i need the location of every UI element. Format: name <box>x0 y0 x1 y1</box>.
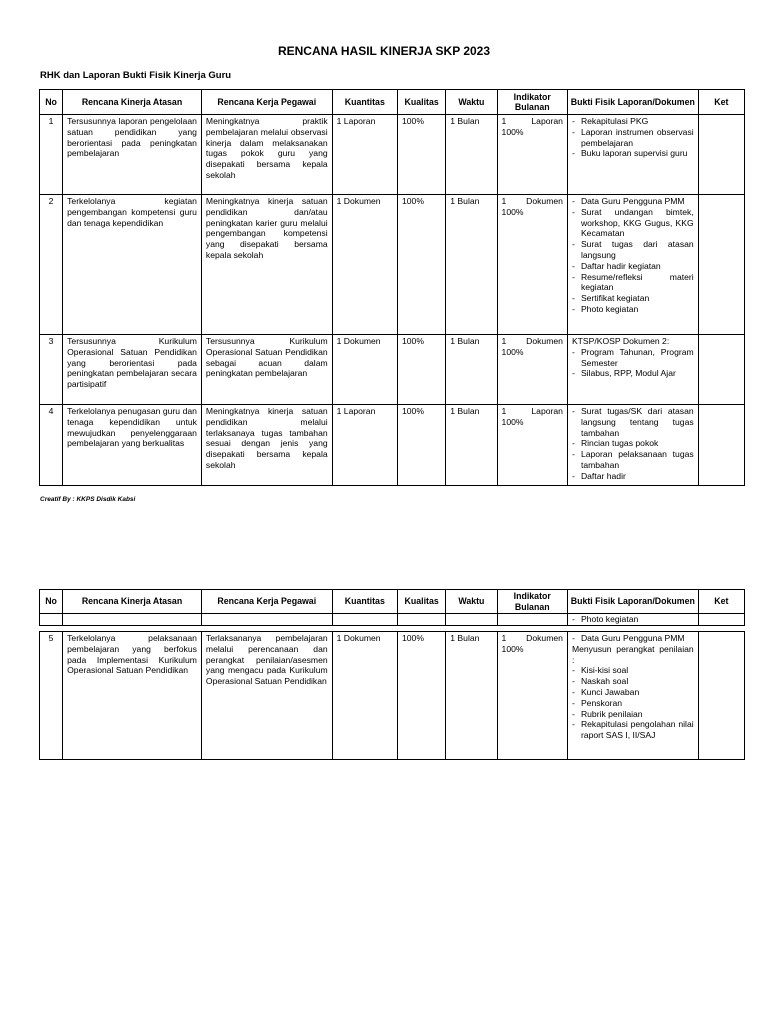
bukti-item: - Penskoran <box>572 698 694 709</box>
bukti-intro: KTSP/KOSP Dokumen 2: <box>571 336 670 346</box>
cell-atasan: Terkelolanya kegiatan pengembangan kompetensi guru dan tenaga kependidikan <box>63 195 202 335</box>
cell-kuantitas <box>332 614 397 626</box>
header-kuantitas: Kuantitas <box>332 590 397 614</box>
bukti-item: - Silabus, RPP, Modul Ajar <box>572 368 694 379</box>
cell-kualitas <box>398 614 446 626</box>
bukti-item: - Program Tahunan, Program Semester <box>572 347 694 369</box>
cell-atasan: Tersusunnya laporan pengelolaan satuan pendidikan yang berorientasi pada peningkatan pembelajaran <box>63 115 202 195</box>
bukti-item: - Rubrik penilaian <box>572 709 694 720</box>
bukti-item: - Data Guru Pengguna PMM <box>572 633 694 644</box>
table-row <box>40 405 745 486</box>
cell-bukti <box>567 405 698 486</box>
cell-waktu: 1 Bulan <box>446 115 497 195</box>
header-waktu: Waktu <box>446 590 497 614</box>
cell-atasan: Terkelolanya penugasan guru dan tenaga kependidikan untuk mewujudkan penyelenggaraan pembelajaran yang berkualitas <box>63 405 202 486</box>
document-title: RENCANA HASIL KINERJA SKP 2023 <box>277 44 491 58</box>
bukti-item: - Rekapitulasi pengolahan nilai raport SAS I, II/SAJ <box>572 719 694 741</box>
cell-no: 3 <box>40 335 63 405</box>
header-kualitas: Kualitas <box>398 590 446 614</box>
bukti-item: - Surat tugas dari atasan langsung <box>572 239 694 261</box>
cell-kualitas: 100% <box>398 195 446 335</box>
cell-kualitas: 100% <box>398 632 446 760</box>
bukti-item: - Naskah soal <box>572 676 694 687</box>
cell-kuantitas: 1 Laporan <box>332 405 397 486</box>
cell-ket <box>698 614 744 626</box>
bukti-item: - Surat tugas/SK dari atasan langsung tentang tugas tambahan <box>572 406 694 438</box>
bukti-item: - Daftar hadir kegiatan <box>572 261 694 272</box>
cell-pegawai <box>201 614 332 626</box>
cell-bukti <box>567 335 698 405</box>
bukti-item: - Surat undangan bimtek, workshop, KKG Gugus, KKG Kecamatan <box>572 207 694 239</box>
table-row <box>40 195 745 335</box>
cell-ket <box>698 335 744 405</box>
cell-indikator: 1 Dokumen 100% <box>497 632 567 760</box>
bukti-item: - Kisi-kisi soal <box>572 665 694 676</box>
header-indikator-bulanan: Indikator Bulanan <box>497 90 567 115</box>
bukti-list <box>572 406 694 482</box>
bukti-item: - Rincian tugas pokok <box>572 438 694 449</box>
bukti-item: - Daftar hadir <box>572 471 694 482</box>
header-rencana-kinerja-atasan: Rencana Kinerja Atasan <box>63 90 202 115</box>
bukti-item: - Rekapitulasi PKG <box>572 116 694 127</box>
cell-kualitas: 100% <box>398 115 446 195</box>
cell-indikator: 1 Dokumen 100% <box>497 335 567 405</box>
cell-atasan: Terkelolanya pelaksanaan pembelajaran yang berfokus pada Implementasi Kurikulum Operasional Satuan Pendidikan <box>63 632 202 760</box>
bukti-list <box>572 116 694 159</box>
bukti-item: - Photo kegiatan <box>572 614 694 625</box>
table-row <box>40 335 745 405</box>
cell-pegawai: Meningkatnya kinerja satuan pendidikan melalui terlaksanaya tugas tambahan sesuai dengan jenis yang disepakati bersama kepala sekolah <box>201 405 332 486</box>
cell-waktu: 1 Bulan <box>446 405 497 486</box>
cell-kuantitas: 1 Laporan <box>332 115 397 195</box>
cell-ket <box>698 632 744 760</box>
document-subtitle: RHK dan Laporan Bukti Fisik Kinerja Guru <box>40 70 232 81</box>
footer-credit: Creatif By : KKPS Disdik Kabsi <box>40 496 136 503</box>
bukti-list <box>572 196 694 315</box>
bukti-item: - Laporan pelaksanaan tugas tambahan <box>572 449 694 471</box>
bukti-item: - Buku laporan supervisi guru <box>572 148 694 159</box>
header-kuantitas: Kuantitas <box>332 90 397 115</box>
cell-bukti <box>567 115 698 195</box>
header-ket: Ket <box>698 590 744 614</box>
cell-indikator: 1 Laporan 100% <box>497 405 567 486</box>
cell-bukti <box>567 614 698 626</box>
cell-kuantitas: 1 Dokumen <box>332 632 397 760</box>
cell-no: 2 <box>40 195 63 335</box>
header-rencana-kerja-pegawai: Rencana Kerja Pegawai <box>201 90 332 115</box>
cell-bukti <box>567 632 698 760</box>
cell-pegawai: Meningkatnya kinerja satuan pendidikan dan/atau peningkatan karier guru melalui pengembangan kompetensi yang disepakati bersama kepala sekolah <box>201 195 332 335</box>
header-ket: Ket <box>698 90 744 115</box>
cell-indikator <box>497 614 567 626</box>
table-row <box>40 632 745 760</box>
cell-ket <box>698 405 744 486</box>
cell-ket <box>698 115 744 195</box>
header-no: No <box>40 90 63 115</box>
header-kualitas: Kualitas <box>398 90 446 115</box>
bukti-item: - Resume/refleksi materi kegiatan <box>572 272 694 294</box>
cell-atasan: Tersusunnya Kurikulum Operasional Satuan Pendidikan yang berorientasi pada peningkatan pembelajaran secara partisipatif <box>63 335 202 405</box>
rhk-table-continued <box>39 589 745 760</box>
cell-bukti <box>567 195 698 335</box>
cell-kualitas: 100% <box>398 335 446 405</box>
cell-kuantitas: 1 Dokumen <box>332 195 397 335</box>
bukti-item: - Kunci Jawaban <box>572 687 694 698</box>
cell-waktu <box>446 614 497 626</box>
bukti-item: - Data Guru Pengguna PMM <box>572 196 694 207</box>
cell-ket <box>698 195 744 335</box>
cell-indikator: 1 Laporan 100% <box>497 115 567 195</box>
cell-kuantitas: 1 Dokumen <box>332 335 397 405</box>
cell-no: 4 <box>40 405 63 486</box>
header-rencana-kerja-pegawai: Rencana Kerja Pegawai <box>201 590 332 614</box>
header-indikator-bulanan: Indikator Bulanan <box>497 590 567 614</box>
table-header-row <box>40 90 745 115</box>
header-bukti-fisik: Bukti Fisik Laporan/Dokumen <box>567 90 698 115</box>
cell-atasan <box>63 614 202 626</box>
header-waktu: Waktu <box>446 90 497 115</box>
table-header-row <box>40 590 745 614</box>
cell-pegawai: Meningkatnya praktik pembelajaran melalui observasi kinerja dalam melaksanakan tugas pokok guru yang disepakati bersama kepala sekolah <box>201 115 332 195</box>
cell-indikator: 1 Dokumen 100% <box>497 195 567 335</box>
cell-waktu: 1 Bulan <box>446 195 497 335</box>
cell-waktu: 1 Bulan <box>446 632 497 760</box>
bukti-item: - Photo kegiatan <box>572 304 694 315</box>
cell-no: 5 <box>40 632 63 760</box>
bukti-list <box>572 347 694 379</box>
continuation-row <box>40 614 745 626</box>
header-rencana-kinerja-atasan: Rencana Kinerja Atasan <box>63 590 202 614</box>
header-bukti-fisik: Bukti Fisik Laporan/Dokumen <box>567 590 698 614</box>
bukti-intro: Menyusun perangkat penilaian : <box>571 643 694 665</box>
cell-pegawai: Terlaksananya pembelajaran melalui perencanaan dan perangkat penilaian/asesmen yang mengacu pada Kurikulum Operasional Satuan Pendidikan <box>201 632 332 760</box>
bukti-item: - Sertifikat kegiatan <box>572 293 694 304</box>
cell-kualitas: 100% <box>398 405 446 486</box>
table-row <box>40 115 745 195</box>
bukti-item: - Laporan instrumen observasi pembelajaran <box>572 127 694 149</box>
cell-waktu: 1 Bulan <box>446 335 497 405</box>
cell-pegawai: Tersusunnya Kurikulum Operasional Satuan Pendidikan sebagai acuan dalam peningkatan pembelajaran <box>201 335 332 405</box>
header-no: No <box>40 590 63 614</box>
cell-no: 1 <box>40 115 63 195</box>
rhk-table <box>39 89 745 486</box>
cell-no <box>40 614 63 626</box>
